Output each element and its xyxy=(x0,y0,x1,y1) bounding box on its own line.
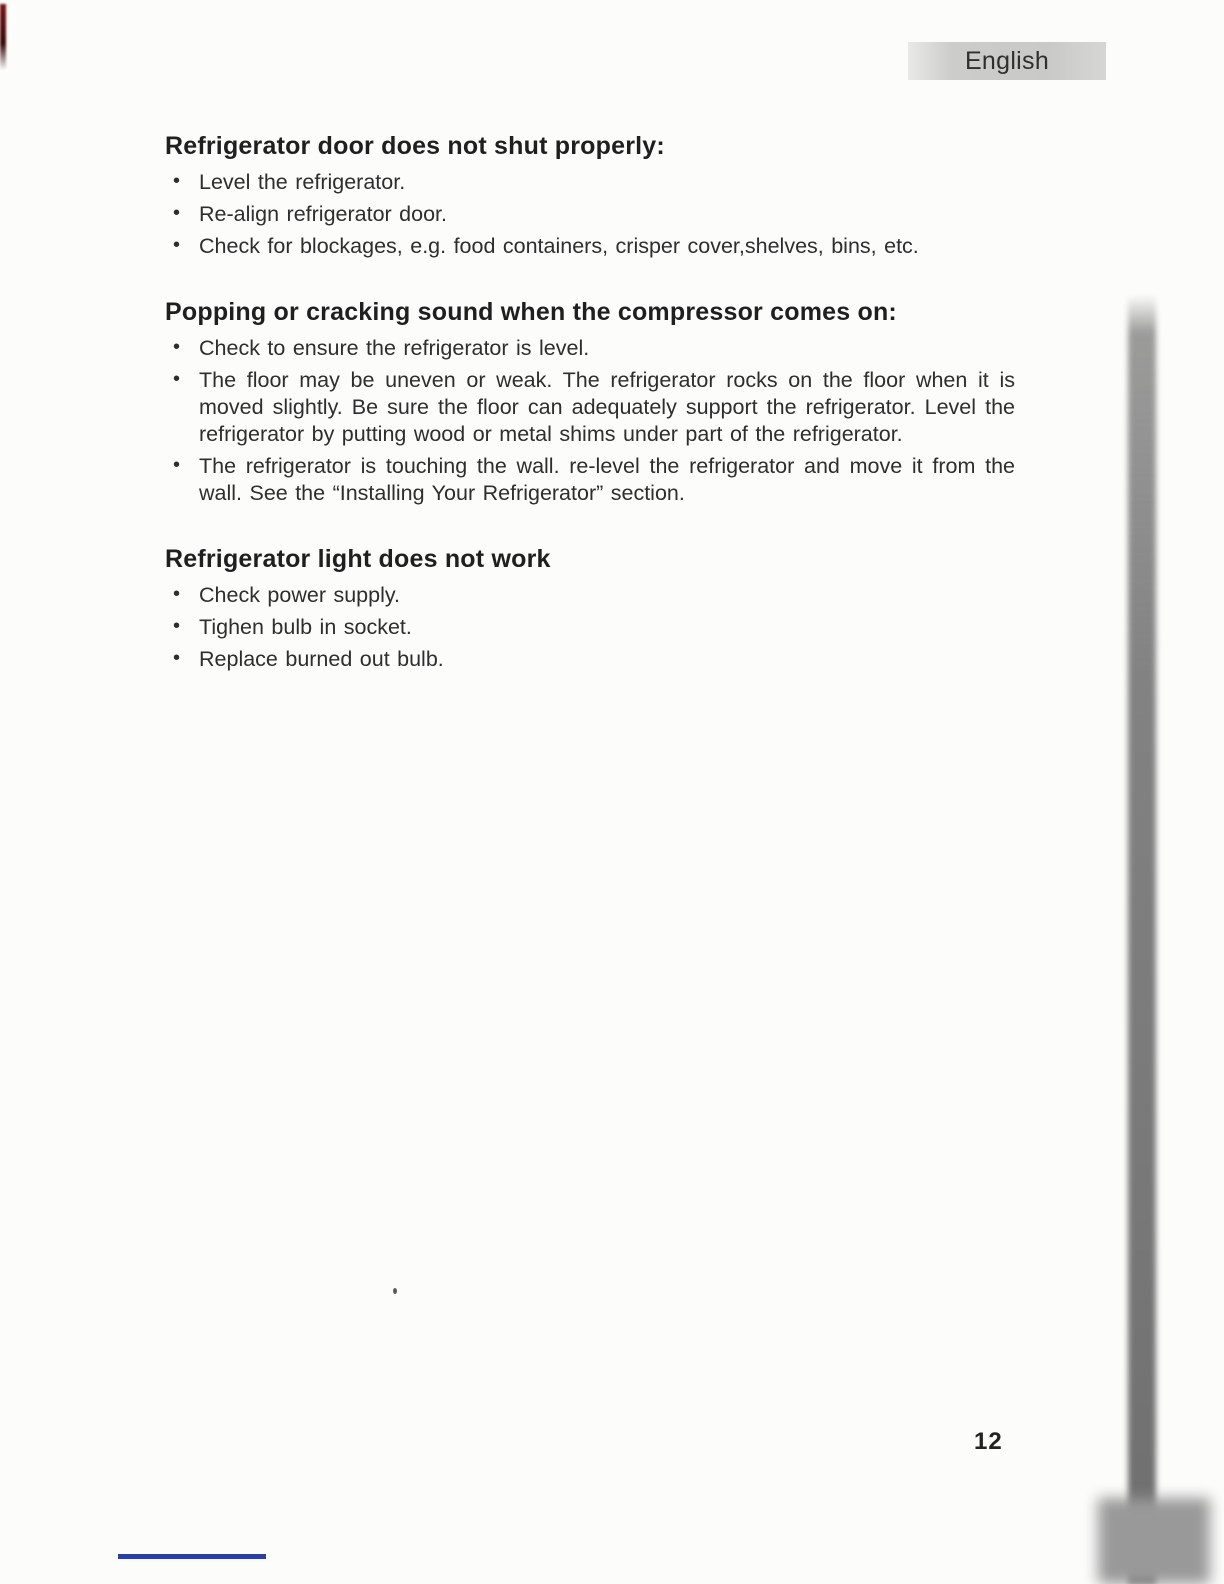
list-item xyxy=(165,233,1015,260)
bullet-text: The floor may be uneven or weak. The refrigerator rocks on the floor when it is moved slightly. Be sure the floor can adequately support the refrigerator. Level the refrigerator by putting wood or metal shims under part of the refrigerator. xyxy=(199,368,1015,446)
section-door-not-shut xyxy=(165,132,1015,260)
list-item xyxy=(165,614,1015,641)
bullet-icon: • xyxy=(173,202,181,224)
section-heading: Refrigerator door does not shut properly: xyxy=(165,132,665,160)
section-heading: Popping or cracking sound when the compressor comes on: xyxy=(165,298,897,326)
bullet-text: Check for blockages, e.g. food containers, crisper cover,shelves, bins, etc. xyxy=(199,234,919,258)
list-item xyxy=(165,367,1015,448)
bullet-list xyxy=(165,169,1015,260)
language-badge xyxy=(908,42,1106,80)
troubleshooting-content xyxy=(165,132,1015,711)
language-badge-label: English xyxy=(964,46,1050,75)
bullet-icon: • xyxy=(173,368,181,390)
list-item xyxy=(165,201,1015,228)
scan-artifact-edge-smudge xyxy=(0,4,6,70)
bullet-text: Check power supply. xyxy=(199,583,400,607)
bullet-text: The refrigerator is touching the wall. re-level the refrigerator and move it from the wall. See the “Installing Your Refrigerator” section. xyxy=(199,454,1015,505)
bullet-icon: • xyxy=(173,170,181,192)
list-item xyxy=(165,335,1015,362)
bullet-list xyxy=(165,582,1015,673)
list-item xyxy=(165,646,1015,673)
bullet-icon: • xyxy=(173,234,181,256)
scan-artifact-dot xyxy=(393,1288,397,1294)
section-popping-cracking-sound xyxy=(165,298,1015,507)
scan-shadow-right xyxy=(1128,295,1156,1584)
list-item xyxy=(165,453,1015,507)
section-light-not-work xyxy=(165,545,1015,673)
page-number: 12 xyxy=(974,1428,1003,1455)
list-item xyxy=(165,582,1015,609)
bullet-icon: • xyxy=(173,615,181,637)
bullet-text: Replace burned out bulb. xyxy=(199,647,444,671)
bullet-icon: • xyxy=(173,647,181,669)
bullet-icon: • xyxy=(173,583,181,605)
scan-shadow-corner xyxy=(1098,1498,1210,1584)
bullet-icon: • xyxy=(173,336,181,358)
section-heading: Refrigerator light does not work xyxy=(165,545,551,573)
bullet-text: Re-align refrigerator door. xyxy=(199,202,447,226)
bullet-text: Check to ensure the refrigerator is level. xyxy=(199,336,590,360)
bullet-text: Tighen bulb in socket. xyxy=(199,615,412,639)
bullet-icon: • xyxy=(173,454,181,476)
bullet-text: Level the refrigerator. xyxy=(199,170,406,194)
scan-artifact-blue-line xyxy=(118,1554,266,1559)
list-item xyxy=(165,169,1015,196)
bullet-list xyxy=(165,335,1015,507)
